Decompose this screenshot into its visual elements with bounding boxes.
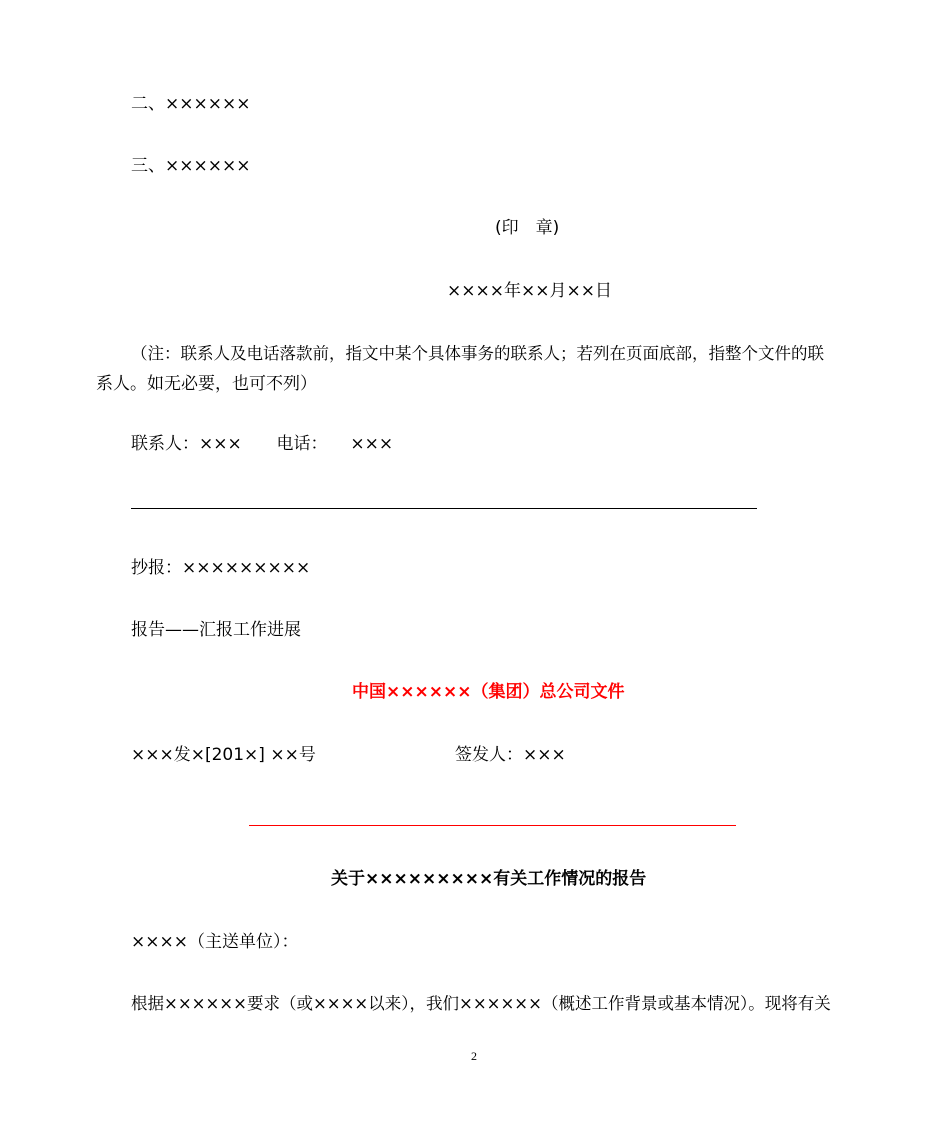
recipient-line: ××××（主送单位）： [131, 932, 299, 952]
section-heading: 报告——汇报工作进展 [131, 620, 301, 640]
letterhead-red-rule [249, 825, 736, 826]
note-line-2: 系人。如无必要，也可不列） [96, 374, 317, 394]
contact-phone-label: 电话： [276, 434, 328, 454]
contact-phone-value: ××× [350, 434, 394, 454]
signature-date: ××××年××月××日 [447, 281, 612, 301]
seal-placeholder: (印 章) [495, 218, 560, 238]
cc-line: 抄报：××××××××× [131, 558, 311, 578]
body-paragraph-line: 根据××××××要求（或××××以来），我们××××××（概述工作背景或基本情况）。现将有关 [131, 994, 831, 1013]
page-number: 2 [471, 1049, 477, 1063]
note-line-1: （注：联系人及电话落款前，指文中某个具体事务的联系人；若列在页面底部，指整个文件的联 [131, 344, 824, 363]
issuer-line: 签发人：××× [455, 745, 566, 765]
list-item-3: 三、×××××× [131, 156, 251, 176]
contact-line [131, 432, 393, 456]
letterhead-title: 中国××××××（集团）总公司文件 [352, 682, 625, 702]
list-item-2: 二、×××××× [131, 94, 251, 114]
contact-person-value: ××× [199, 434, 242, 454]
contact-person-label: 联系人： [131, 434, 199, 454]
report-title: 关于×××××××××有关工作情况的报告 [331, 869, 647, 889]
separator-rule [131, 508, 757, 509]
document-number: ×××发×[201×] ××号 [131, 745, 316, 765]
